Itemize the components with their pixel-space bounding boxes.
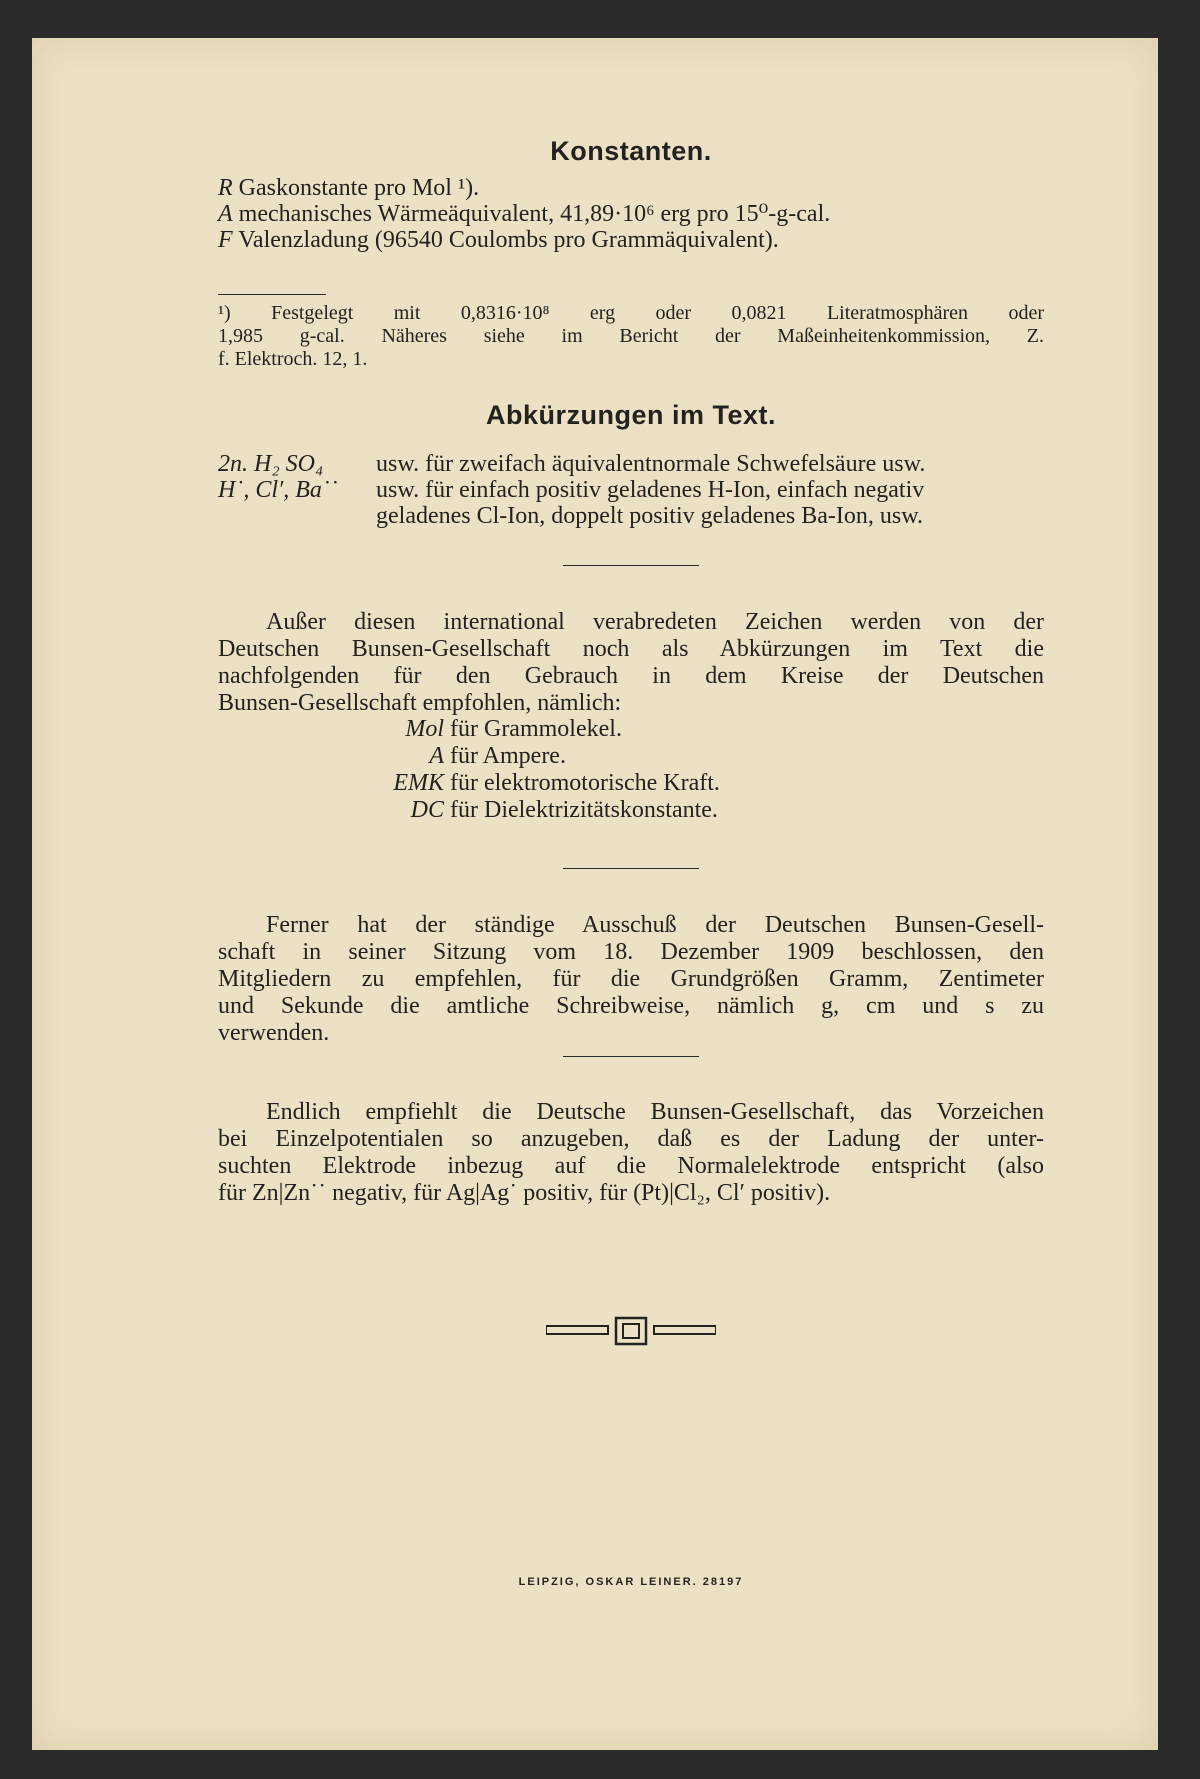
- paragraph-line: Mitgliedern zu empfehlen, für die Grundgrößen Gramm, Zentimeter: [218, 966, 1044, 992]
- constant-text: Gaskonstante pro Mol ¹).: [238, 175, 480, 201]
- ornament-icon: [546, 1316, 716, 1346]
- abbreviation-text: usw. für zweifach äquivalentnormale Schwefelsäure usw.: [376, 451, 926, 477]
- abbreviation-list-symbol: Mol: [405, 716, 444, 742]
- document-page: [32, 38, 1158, 1750]
- printer-imprint: LEIPZIG, OSKAR LEINER. 28197: [518, 1576, 744, 1588]
- section-rule: [563, 565, 699, 566]
- abbreviations-heading: Abkürzungen im Text.: [485, 400, 777, 430]
- ornament-icon: [218, 1316, 1044, 1346]
- abbreviation-list-definition: für elektromotorische Kraft.: [450, 770, 720, 796]
- constants-heading: Konstanten.: [550, 136, 712, 166]
- abbreviation-row: [218, 450, 1044, 478]
- paragraph-line: Außer diesen international verabredeten Zeichen werden von der: [266, 609, 1044, 635]
- abbreviation-list-symbol: DC: [410, 797, 444, 823]
- paragraph-line: schaft in seiner Sitzung vom 18. Dezember 1909 beschlossen, den: [218, 939, 1044, 965]
- footnote-rule: [218, 294, 326, 295]
- section-rule: [563, 868, 699, 869]
- constant-symbol: R: [218, 175, 233, 201]
- abbreviation-list-definition: für Ampere.: [450, 743, 566, 769]
- footnote-line: ¹) Festgelegt mit 0,8316·10⁸ erg oder 0,0821 Literatmosphären oder: [218, 302, 1044, 324]
- paragraph-line: Endlich empfiehlt die Deutsche Bunsen-Gesellschaft, das Vorzeichen: [266, 1099, 1044, 1125]
- constant-symbol: F: [218, 227, 233, 253]
- paragraph-line: verwenden.: [218, 1020, 330, 1046]
- paragraph-line: nachfolgenden für den Gebrauch in dem Kreise der Deutschen: [218, 663, 1044, 689]
- section-rule: [563, 1056, 699, 1057]
- abbreviation-list-symbol: EMK: [393, 770, 444, 796]
- constant-a: [218, 200, 1044, 228]
- abbreviation-symbols: H˙, Cl′, Ba˙˙: [218, 477, 338, 503]
- footnote-line: 1,985 g-cal. Näheres siehe im Bericht der Maßeinheitenkommission, Z.: [218, 325, 1044, 347]
- abbreviation-row: [376, 502, 1044, 530]
- abbreviation-row: [218, 476, 1044, 504]
- paragraph-line: und Sekunde die amtliche Schreibweise, nämlich g, cm und s zu: [218, 993, 1044, 1019]
- abbreviation-list-definition: für Grammolekel.: [450, 716, 622, 742]
- constant-text: mechanisches Wärmeäquivalent, 41,89·10⁶ erg pro 15⁰-g-cal.: [238, 201, 831, 227]
- constant-r: [218, 174, 1044, 202]
- constant-text: Valenzladung (96540 Coulombs pro Grammäquivalent).: [238, 227, 779, 253]
- abbreviation-text: usw. für einfach positiv geladenes H-Ion, einfach negativ: [376, 477, 925, 503]
- paragraph-line: Ferner hat der ständige Ausschuß der Deutschen Bunsen-Gesell-: [266, 912, 1044, 938]
- footnote-line: f. Elektroch. 12, 1.: [218, 348, 368, 370]
- abbreviation-text: geladenes Cl-Ion, doppelt positiv geladenes Ba-Ion, usw.: [376, 503, 923, 529]
- abbreviation-symbols: 2n. H₂ SO₄: [218, 451, 324, 477]
- paragraph-line: suchten Elektrode inbezug auf die Normalelektrode entspricht (also: [218, 1153, 1044, 1179]
- paragraph-line: Deutschen Bunsen-Gesellschaft noch als Abkürzungen im Text die: [218, 636, 1044, 662]
- abbreviation-list-definition: für Dielektrizitätskonstante.: [450, 797, 718, 823]
- abbreviation-list-symbol: A: [429, 743, 444, 769]
- paragraph-line: für Zn|Zn˙˙ negativ, für Ag|Ag˙ positiv, für (Pt)|Cl₂, Cl′ positiv).: [218, 1180, 831, 1206]
- paragraph-line: Bunsen-Gesellschaft empfohlen, nämlich:: [218, 690, 622, 716]
- constant-symbol: A: [218, 201, 233, 227]
- constant-f: [218, 226, 1044, 254]
- paragraph-line: bei Einzelpotentialen so anzugeben, daß es der Ladung der unter-: [218, 1126, 1044, 1152]
